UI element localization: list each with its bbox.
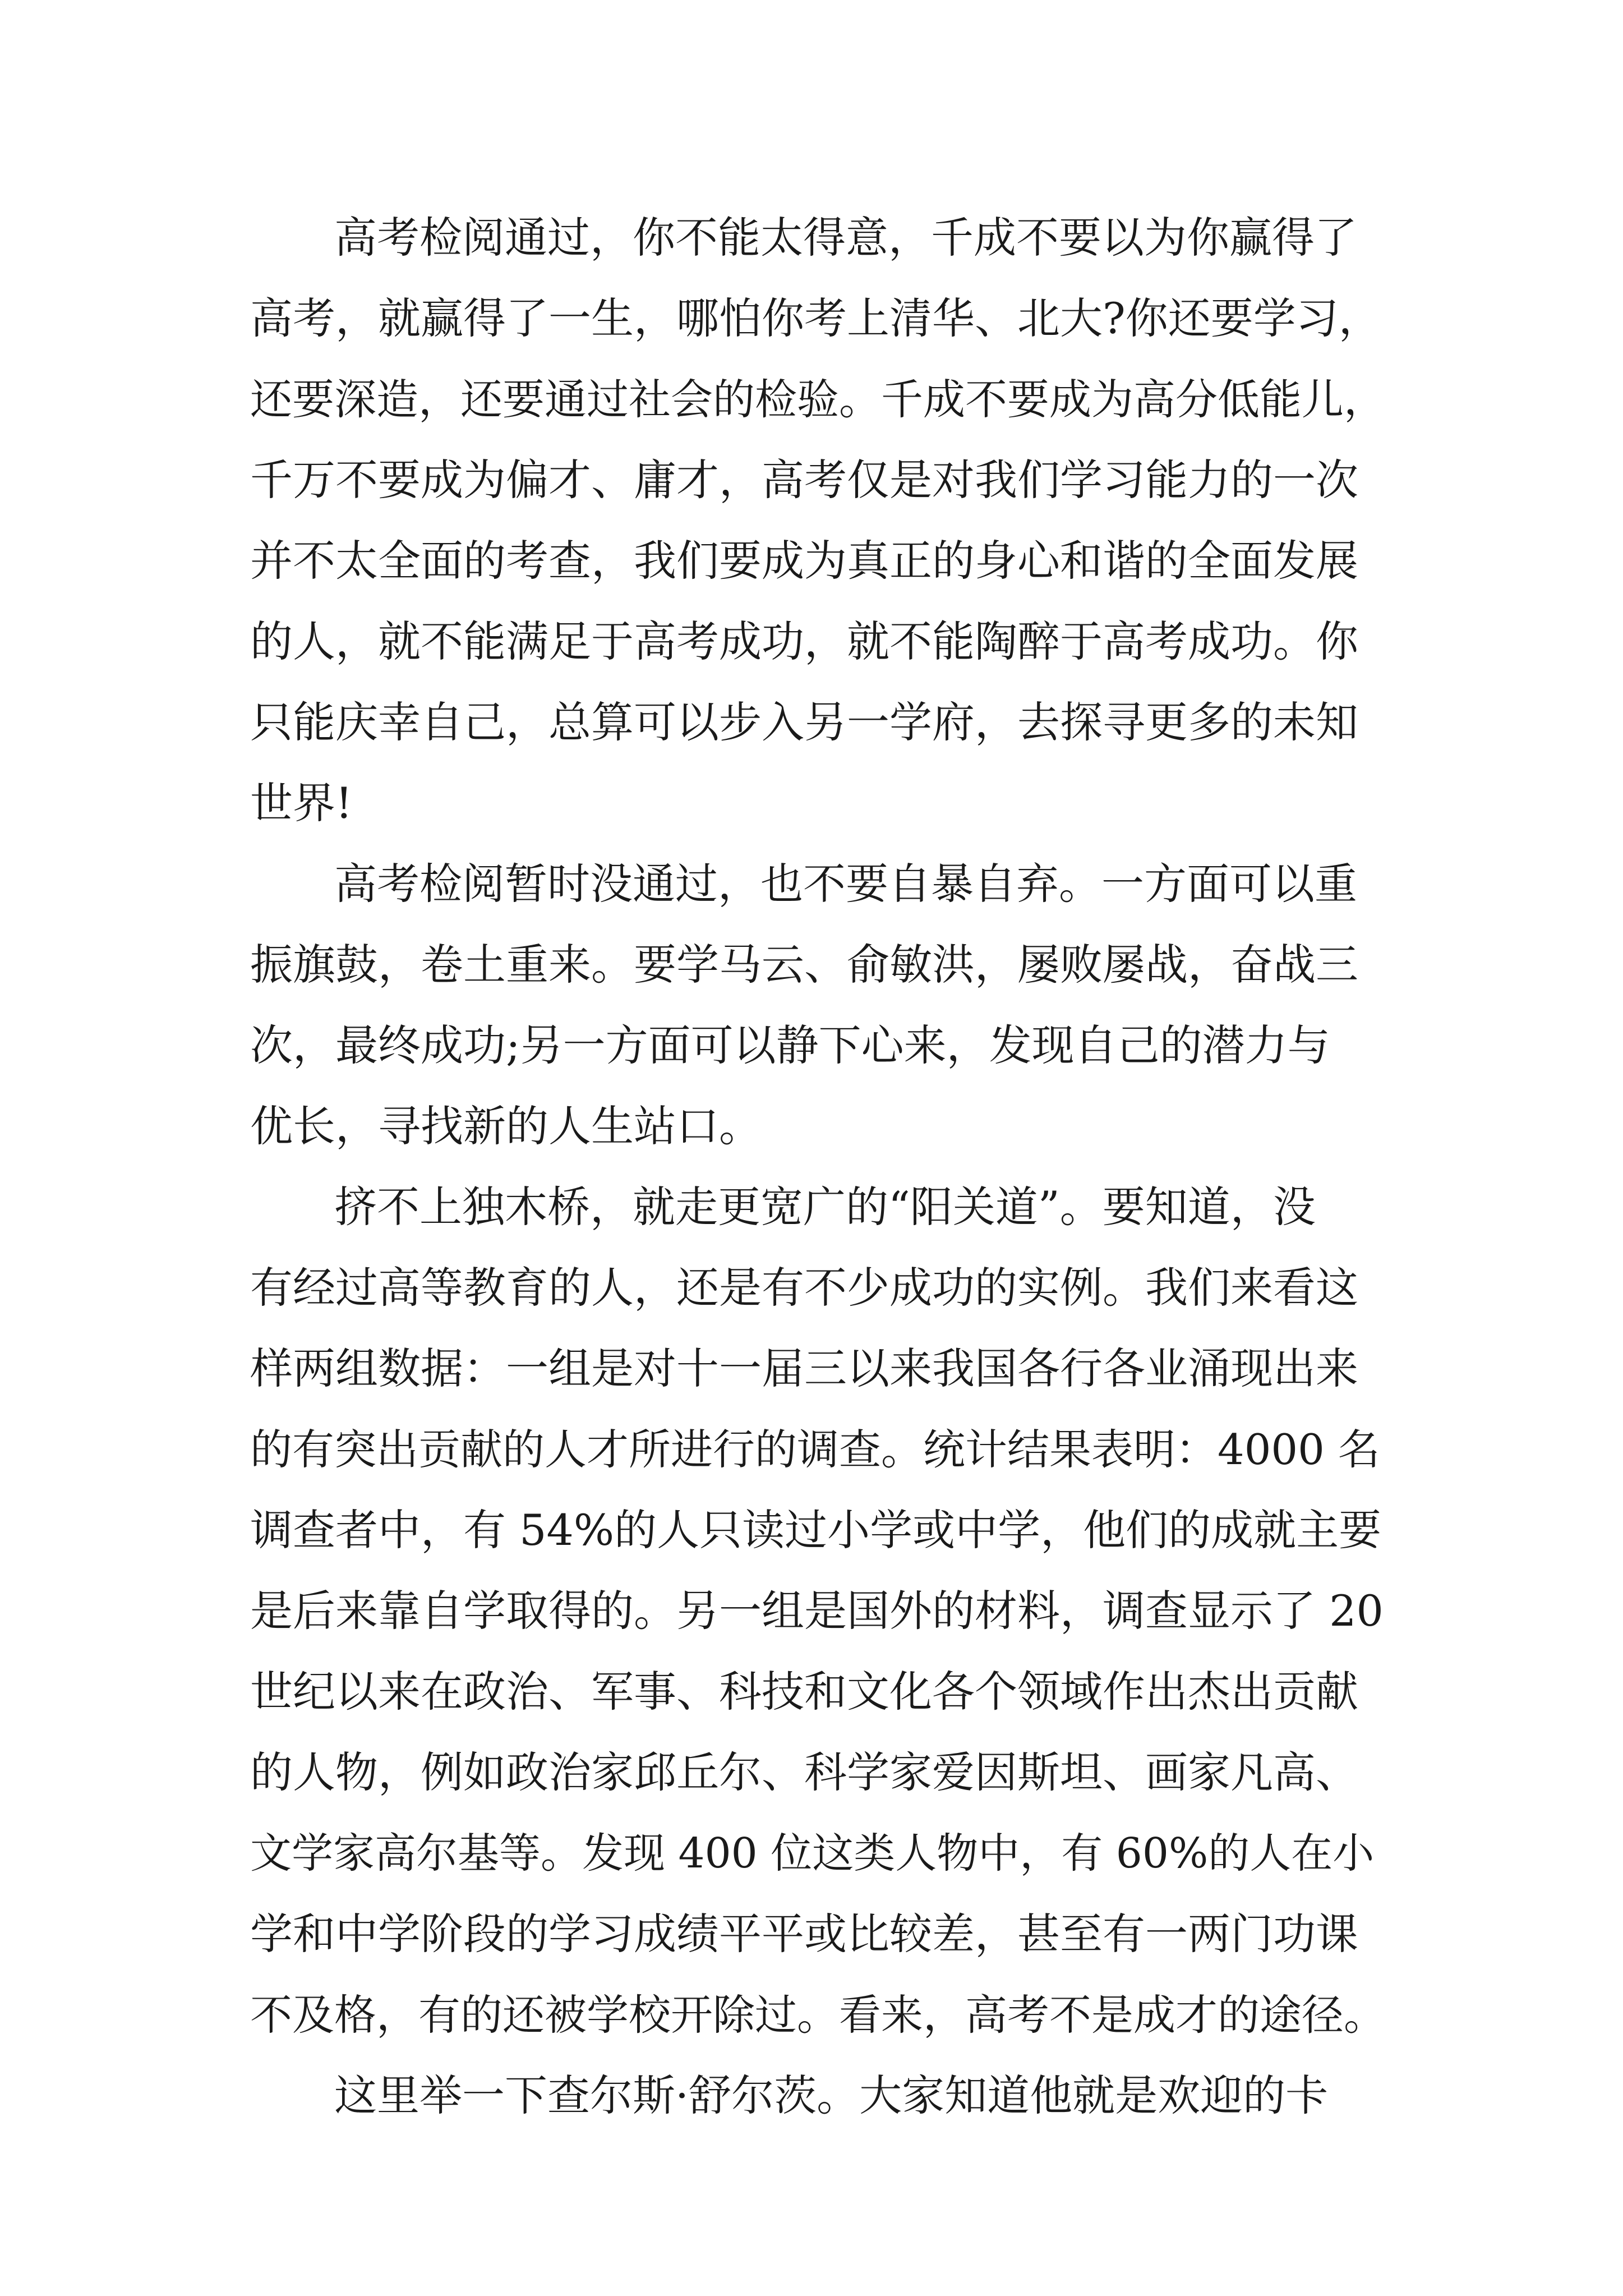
text-line: 世界! [250,778,353,828]
text-line: 调查者中，有 54%的人只读过小学或中学，他们的成就主要 [250,1505,1382,1555]
text-line: 优长，寻找新的人生站口。 [250,1101,762,1151]
text-line: 不及格，有的还被学校开除过。看来，高考不是成才的途径。 [250,1990,1386,2040]
text-line: 高考检阅暂时没通过，也不要自暴自弃。一方面可以重 [334,859,1357,909]
text-line: 世纪以来在政治、军事、科技和文化各个领域作出杰出贡献 [250,1667,1358,1717]
text-line: 还要深造，还要通过社会的检验。千成不要成为高分低能儿， [250,375,1386,424]
text-line: 只能庆幸自己，总算可以步入另一学府，去探寻更多的未知 [250,697,1358,747]
text-line: 的人，就不能满足于高考成功，就不能陶醉于高考成功。你 [250,616,1358,666]
text-line: 千万不要成为偏才、庸才，高考仅是对我们学习能力的一次 [250,455,1358,505]
text-line: 有经过高等教育的人，还是有不少成功的实例。我们来看这 [250,1263,1358,1313]
text-line: 样两组数据：一组是对十一届三以来我国各行各业涌现出来 [250,1343,1358,1393]
text-line: 是后来靠自学取得的。另一组是国外的材料，调查显示了 20 [250,1586,1384,1636]
text-line: 高考，就赢得了一生，哪怕你考上清华、北大?你还要学习， [250,293,1381,343]
text-line: 高考检阅通过，你不能太得意，千成不要以为你赢得了 [334,213,1357,263]
text-line: 次，最终成功;另一方面可以静下心来，发现自己的潜力与 [250,1020,1330,1070]
text-line: 挤不上独木桥，就走更宽广的“阳关道”。要知道，没 [334,1182,1316,1232]
text-line: 文学家高尔基等。发现 400 位这类人物中，有 60%的人在小 [250,1829,1375,1878]
text-line: 学和中学阶段的学习成绩平平或比较差，甚至有一两门功课 [250,1909,1358,1959]
text-line: 的有突出贡献的人才所进行的调查。统计结果表明：4000 名 [250,1425,1380,1474]
text-line: 这里举一下查尔斯·舒尔茨。大家知道他就是欢迎的卡 [334,2070,1329,2120]
text-line: 并不太全面的考查，我们要成为真正的身心和谐的全面发展 [250,536,1358,586]
text-line: 的人物，例如政治家邱丘尔、科学家爱因斯坦、画家凡高、 [250,1747,1358,1797]
text-line: 振旗鼓，卷土重来。要学马云、俞敏洪，屡败屡战，奋战三 [250,940,1358,990]
